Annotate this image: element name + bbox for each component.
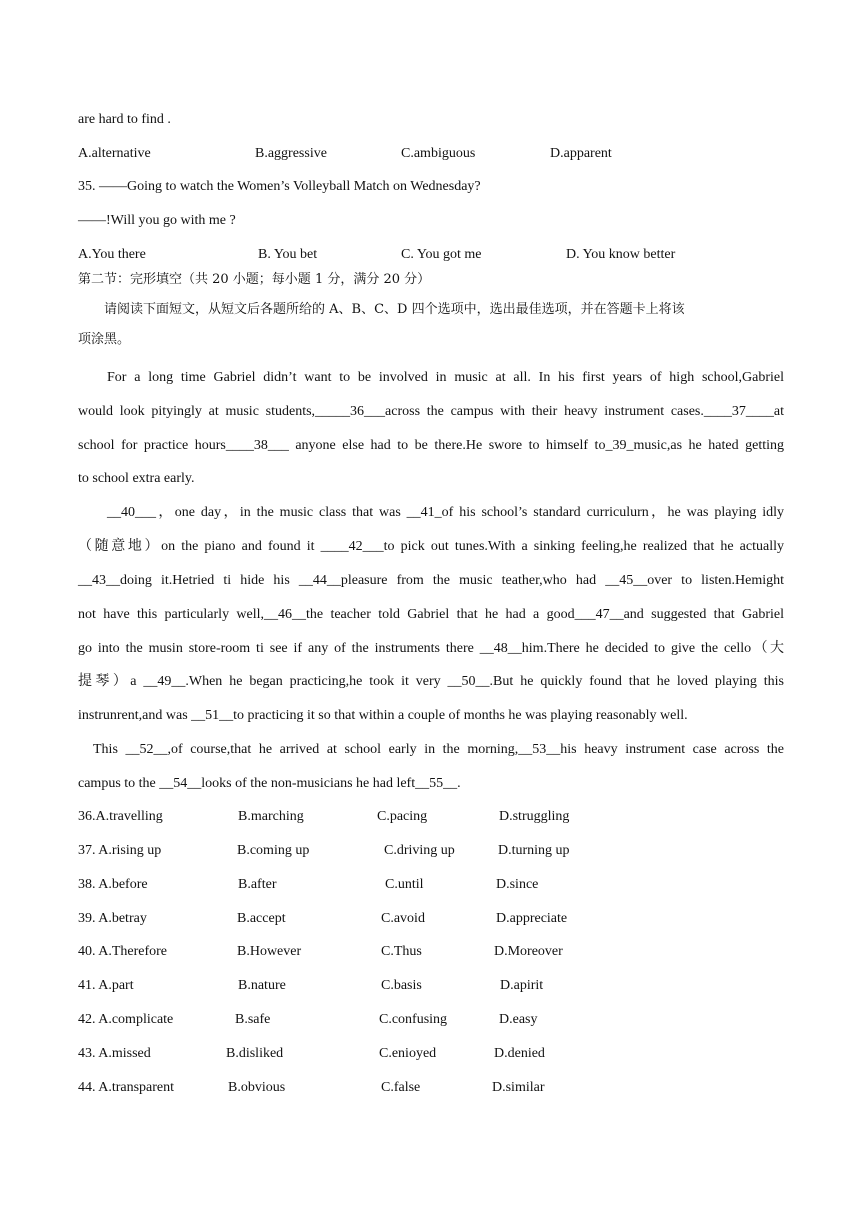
q40-option-d: D.Moreover	[494, 944, 563, 959]
instructions-line-1: 请阅读下面短文，从短文后各题所给的 A、B、C、D 四个选项中，选出最佳选项，并在答题卡上将该	[104, 302, 685, 317]
q35-line-2: ——!Will you go with me ?	[78, 213, 236, 228]
passage-line-6: （随意地）on the piano and found it ____42___to pick out tunes.With a sinking feeling,he realized that he actually	[78, 539, 784, 554]
q38-option-b: B.after	[238, 877, 277, 892]
q43-option-c: C.enioyed	[379, 1046, 437, 1061]
q34-option-c: C.ambiguous	[401, 146, 476, 161]
q35-option-b: B. You bet	[258, 247, 318, 262]
q36-option-d: D.struggling	[499, 809, 570, 824]
q40-option-b: B.However	[237, 944, 302, 959]
q39-option-b: B.accept	[237, 911, 286, 926]
question-42: 42. A.complicate	[78, 1012, 174, 1027]
q34-option-a: A.alternative	[78, 146, 151, 161]
question-40: 40. A.Therefore	[78, 944, 168, 959]
question-43: 43. A.missed	[78, 1046, 151, 1061]
passage-line-4: to school extra early.	[78, 471, 195, 486]
q42-option-c: C.confusing	[379, 1012, 448, 1027]
q39-option-d: D.appreciate	[496, 911, 568, 926]
question-38: 38. A.before	[78, 877, 148, 892]
q35-option-d: D. You know better	[566, 247, 676, 262]
instructions-line-2: 项涂黑。	[78, 332, 131, 347]
passage-line-13: campus to the __54__looks of the non-musicians he had left__55__.	[78, 776, 461, 791]
passage-line-11: instrunrent,and was __51__to practicing it so that within a couple of months he was playing reasonably well.	[78, 708, 688, 723]
q41-option-c: C.basis	[381, 978, 422, 993]
section-heading: 第二节：完形填空（共 20 小题；每小题 1 分，满分 20 分）	[78, 272, 431, 287]
q38-option-d: D.since	[496, 877, 539, 892]
q34-option-b: B.aggressive	[255, 146, 327, 161]
q42-option-d: D.easy	[499, 1012, 538, 1027]
q41-option-d: D.apirit	[500, 978, 544, 993]
passage-line-8: not have this particularly well,__46__the teacher told Gabriel that he had a good___47__and suggested that Gabriel	[78, 607, 784, 622]
q35-line-1: 35. ——Going to watch the Women’s Volleyball Match on Wednesday?	[78, 179, 481, 194]
passage-line-9: go into the musin store-room ti see if any of the instruments there __48__him.There he decided to give the cello（大	[78, 641, 784, 656]
q37-option-c: C.driving up	[384, 843, 455, 858]
passage-line-2: would look pityingly at music students,_____36___across the campus with their heavy instrument cases.____37____at	[78, 404, 784, 419]
q44-option-b: B.obvious	[228, 1080, 286, 1095]
passage-line-5: __40___，one day，in the music class that was __41_of his school’s standard curriculurn，he was playing idly	[107, 505, 784, 520]
passage-line-1: For a long time Gabriel didn’t want to be involved in music at all. In his first years of high school,Gabriel	[107, 370, 784, 385]
q44-option-d: D.similar	[492, 1080, 545, 1095]
question-44: 44. A.transparent	[78, 1080, 175, 1095]
q34-option-d: D.apparent	[550, 146, 612, 161]
q39-option-c: C.avoid	[381, 911, 425, 926]
question-37: 37. A.rising up	[78, 843, 162, 858]
passage-line-7: __43__doing it.Hetried ti hide his __44__pleasure from the music teather,who had __45__over to listen.Hemight	[78, 573, 784, 588]
q35-option-a: A.You there	[78, 247, 146, 262]
q35-option-c: C. You got me	[401, 247, 482, 262]
passage-line-3: school for practice hours____38___ anyone else had to be there.He swore to himself to_39_music,as he hated getting	[78, 438, 784, 453]
q34-tail: are hard to find .	[78, 112, 171, 127]
question-39: 39. A.betray	[78, 911, 147, 926]
q36-option-c: C.pacing	[377, 809, 428, 824]
question-36: 36.A.travelling	[78, 809, 163, 824]
q37-option-b: B.coming up	[237, 843, 310, 858]
q41-option-b: B.nature	[238, 978, 286, 993]
q40-option-c: C.Thus	[381, 944, 422, 959]
q44-option-c: C.false	[381, 1080, 421, 1095]
q37-option-d: D.turning up	[498, 843, 570, 858]
q38-option-c: C.until	[385, 877, 424, 892]
q36-option-b: B.marching	[238, 809, 304, 824]
passage-line-10: 提琴）a __49__.When he began practicing,he took it very __50__.But he quickly found that he loved playing this	[78, 674, 784, 689]
question-41: 41. A.part	[78, 978, 134, 993]
q42-option-b: B.safe	[235, 1012, 271, 1027]
q43-option-d: D.denied	[494, 1046, 545, 1061]
q43-option-b: B.disliked	[226, 1046, 284, 1061]
passage-line-12: This __52__,of course,that he arrived at school early in the morning,__53__his heavy instrument case across the	[93, 742, 784, 757]
